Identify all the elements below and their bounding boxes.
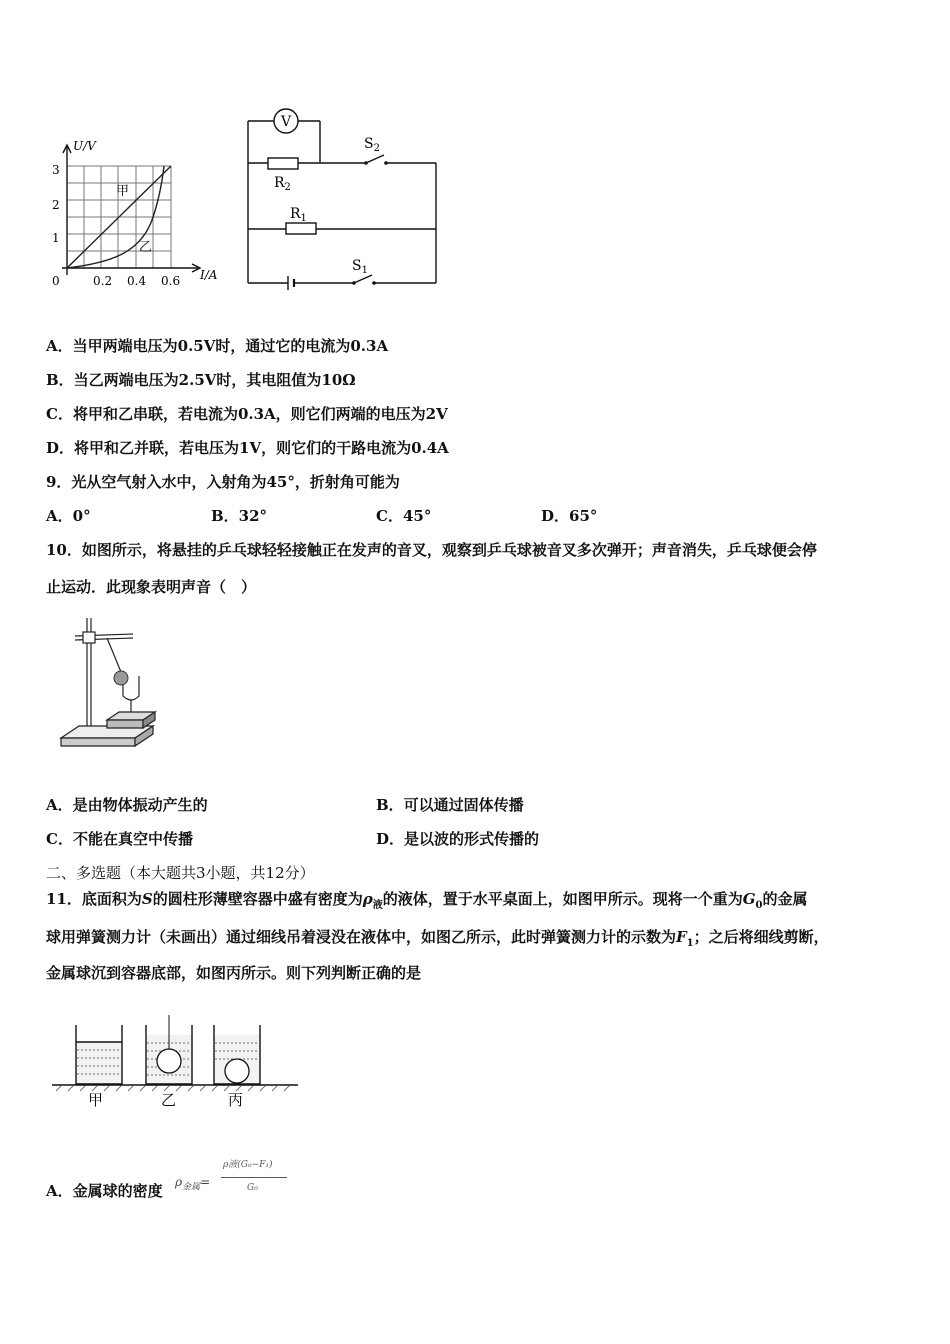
curve-jia-label: 甲 bbox=[116, 184, 130, 199]
container-jia bbox=[76, 1025, 122, 1084]
switch-s1 bbox=[354, 275, 372, 283]
q11-stem-line3: 金属球沉到容器底部，如图丙所示。则下列判断正确的是 bbox=[46, 964, 422, 982]
tuning-fork-figure bbox=[55, 612, 165, 757]
section-heading: 二、多选题（本大题共3小题，共12分） bbox=[46, 864, 315, 882]
s2-label: $S_2$ bbox=[364, 136, 380, 154]
q8-option-c: C．将甲和乙串联，若电流为0.3A，则它们两端的电压为2V bbox=[46, 405, 448, 423]
y-tick: 2 bbox=[52, 198, 60, 212]
figure-label-yi: 乙 bbox=[161, 1091, 177, 1109]
q11-stem-line2: 球用弹簧测力计（未画出）通过细线吊着浸没在液体中，如图乙所示，此时弹簧测力计的示数为$F_1$；之后将细线剪断， bbox=[46, 928, 829, 949]
q9-option-a: A．0° bbox=[46, 507, 91, 525]
switch-s2 bbox=[366, 155, 384, 163]
resistor-r2 bbox=[268, 158, 298, 169]
q10-stem-line2: 止运动．此现象表明声音（ ） bbox=[46, 578, 257, 596]
containers-figure bbox=[50, 1015, 300, 1110]
ping-pong-ball bbox=[114, 671, 128, 685]
x-tick: 0.6 bbox=[161, 274, 181, 288]
ui-graph bbox=[40, 135, 230, 295]
q8-option-a: A．当甲两端电压为0.5V时，通过它的电流为0.3A bbox=[46, 337, 389, 355]
container-bing bbox=[214, 1025, 260, 1084]
q8-option-d: D．将甲和乙并联，若电压为1V，则它们的干路电流为0.4A bbox=[46, 439, 449, 457]
x-tick: 0 bbox=[52, 274, 60, 288]
formula-numerator: ρ液(G₀−F₁) bbox=[223, 1160, 273, 1170]
figure-label-jia: 甲 bbox=[88, 1091, 104, 1109]
voltmeter-label: V bbox=[281, 114, 292, 130]
q10-option-a: A．是由物体振动产生的 bbox=[46, 796, 208, 814]
circuit-diagram bbox=[240, 105, 450, 295]
y-tick: 3 bbox=[52, 163, 60, 177]
r2-label: $R_2$ bbox=[274, 175, 291, 193]
q10-option-c: C．不能在真空中传播 bbox=[46, 830, 193, 848]
q9-stem: 9．光从空气射入水中，入射角为45°，折射角可能为 bbox=[46, 473, 400, 491]
q11-stem-line1: 11．底面积为S的圆柱形薄壁容器中盛有密度为$\rho_液$的液体，置于水平桌面上，如图甲所示。现将一个重为$G_0$的金属 bbox=[46, 890, 808, 911]
formula-denominator: G₀ bbox=[247, 1183, 258, 1193]
y-tick: 1 bbox=[52, 231, 60, 245]
x-tick: 0.2 bbox=[93, 274, 113, 288]
x-axis-label: I/A bbox=[200, 268, 218, 282]
q9-option-d: D．65° bbox=[541, 507, 598, 525]
x-tick: 0.4 bbox=[127, 274, 147, 288]
q10-option-b: B．可以通过固体传播 bbox=[376, 796, 524, 814]
q9-option-b: B．32° bbox=[211, 507, 268, 525]
r1-label: $R_1$ bbox=[290, 206, 307, 224]
q10-option-d: D．是以波的形式传播的 bbox=[376, 830, 540, 848]
curve-yi-label: 乙 bbox=[139, 240, 153, 255]
q10-stem-line1: 10．如图所示，将悬挂的乒乓球轻轻接触正在发声的音叉，观察到乒乓球被音叉多次弹开；声音消失，乒乓球便会停 bbox=[46, 541, 817, 559]
s1-label: $S_1$ bbox=[352, 258, 368, 276]
resistor-r1 bbox=[286, 223, 316, 234]
q9-option-c: C．45° bbox=[376, 507, 432, 525]
q8-option-b: B．当乙两端电压为2.5V时，其电阻值为10Ω bbox=[46, 371, 356, 389]
q11-option-a: A．金属球的密度 bbox=[46, 1182, 163, 1200]
y-axis-label: U/V bbox=[73, 139, 96, 153]
container-yi bbox=[146, 1015, 192, 1084]
figure-label-bing: 丙 bbox=[228, 1091, 244, 1109]
